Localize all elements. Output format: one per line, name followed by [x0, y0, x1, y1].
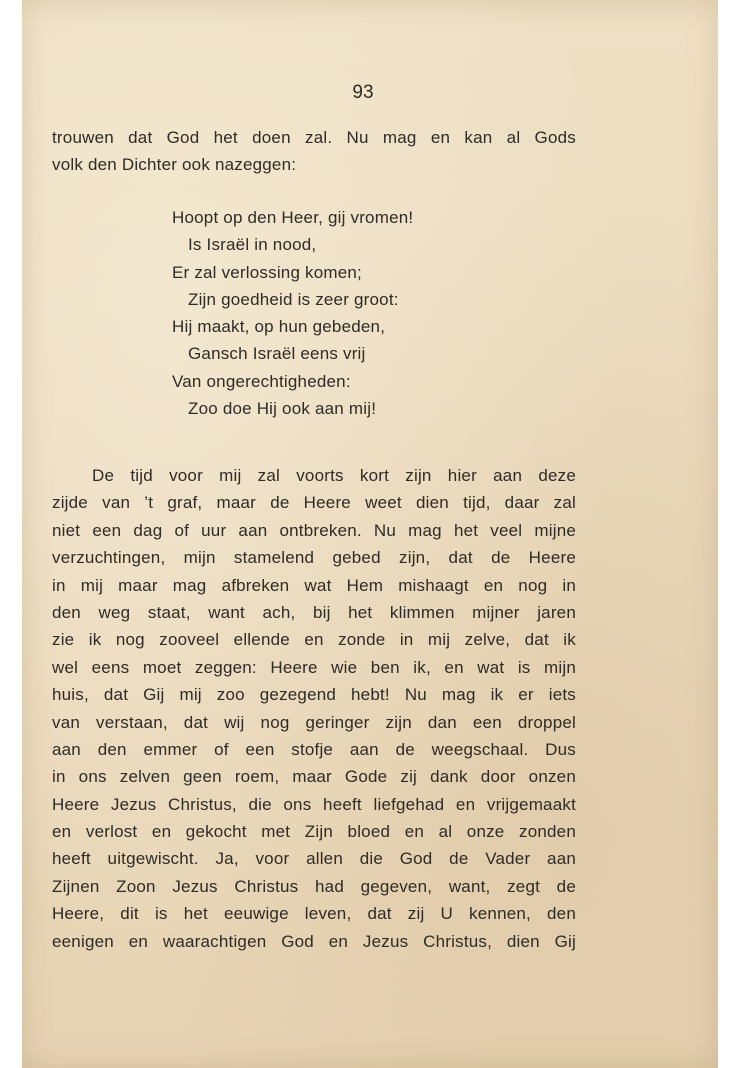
poem-line: Hoopt op den Heer, gij vromen! — [172, 208, 414, 227]
poem-line: Gansch Israël eens vrij — [188, 344, 366, 364]
text-line: zijde van ’t graf, maar de Heere weet dien tijd, daar zal — [52, 493, 576, 513]
text-line: huis, dat Gij mij zoo gezegend hebt! Nu mag ik er iets — [52, 685, 576, 705]
poem-stanza — [172, 204, 532, 422]
text-line: heeft uitgewischt. Ja, voor allen die God de Vader aan — [52, 849, 576, 869]
text-line: trouwen dat God het doen zal. Nu mag en kan al Gods — [52, 128, 576, 147]
text-line: aan den emmer of een stofje aan de weegschaal. Dus — [52, 739, 576, 759]
text-line: verzuchtingen, mijn stamelend gebed zijn, dat de Heere — [52, 548, 576, 568]
text-line: van verstaan, dat wij nog geringer zijn dan een droppel — [52, 712, 576, 732]
text-line: wel eens moet zeggen: Heere wie ben ik, en wat is mijn — [52, 657, 576, 677]
poem-line: Is Israël in nood, — [188, 235, 317, 255]
text-line: zie ik nog zooveel ellende en zonde in mij zelve, dat ik — [52, 630, 576, 650]
text-line: De tijd voor mij zal voorts kort zijn hier aan deze — [92, 466, 576, 485]
text-line: niet een dag of uur aan ontbreken. Nu mag het veel mijne — [52, 520, 576, 540]
text-line: Heere, dit is het eeuwige leven, dat zij U kennen, den — [52, 904, 576, 924]
text-line: eenigen en waarachtigen God en Jezus Christus, dien Gij — [52, 931, 576, 951]
poem-line: Hij maakt, op hun gebeden, — [172, 317, 386, 337]
text-line: in ons zelven geen roem, maar Gode zij dank door onzen — [52, 767, 576, 787]
text-line: en verlost en gekocht met Zijn bloed en al onze zonden — [52, 822, 576, 842]
text-line: Zijnen Zoon Jezus Christus had gegeven, want, zegt de — [52, 876, 576, 896]
main-paragraph — [52, 462, 576, 955]
text-line: den weg staat, want ach, bij het klimmen mijner jaren — [52, 602, 576, 622]
poem-line: Zoo doe Hij ook aan mij! — [188, 399, 377, 419]
poem-line: Er zal verlossing komen; — [172, 262, 362, 282]
poem-line: Zijn goedheid is zeer groot: — [188, 289, 399, 309]
poem-line: Van ongerechtigheden: — [172, 371, 351, 391]
opening-paragraph — [52, 124, 576, 178]
text-line: volk den Dichter ook nazeggen: — [52, 155, 297, 174]
text-line: in mij maar mag afbreken wat Hem mishaagt en nog in — [52, 575, 576, 595]
page-number: 93 — [352, 82, 374, 103]
text-line: Heere Jezus Christus, die ons heeft liefgehad en vrijgemaakt — [52, 794, 576, 814]
book-page — [22, 0, 718, 1068]
